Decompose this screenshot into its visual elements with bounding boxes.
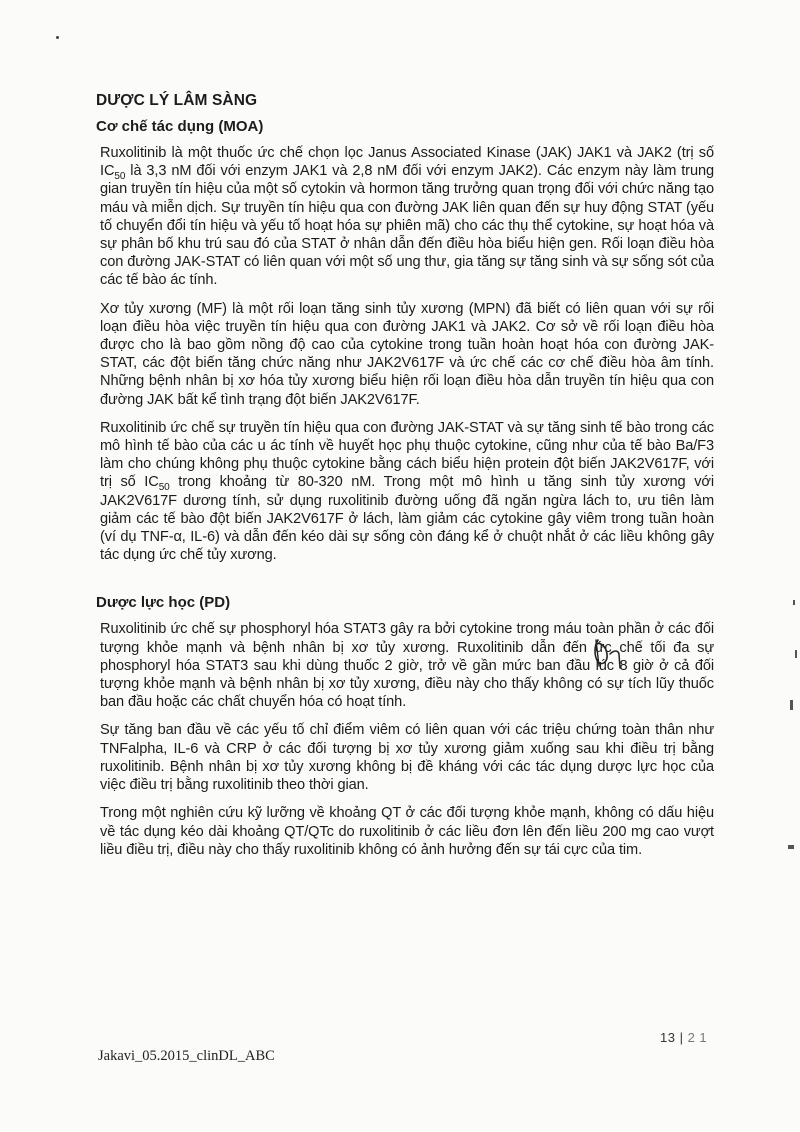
- page-number-total: 2 1: [687, 1030, 708, 1045]
- pd-paragraph-1: Ruxolitinib ức chế sự phosphoryl hóa STAT3 gây ra bởi cytokine trong máu toàn phần ở các đối tượng khỏe mạnh và bệnh nhân bị xơ tủy xương. Ruxolitinib dẫn đến ức chế tối đa sự phosphoryl hóa STAT3 sau khi dùng thuốc 2 giờ, trở về gần mức ban đầu lúc 8 giờ ở cả đối tượng khỏe mạnh và bệnh nhân bị xơ tủy xương, điều này cho thấy không có sự tích lũy thuốc ban đầu hoặc các chất chuyển hóa có hoạt tính.: [100, 621, 714, 711]
- moa-p1-text-a: Ruxolitinib là một thuốc ức chế chọn lọc Janus Associated Kinase (JAK) JAK1 và JAK2 (trị số IC: [100, 145, 714, 180]
- page-number: [660, 1030, 707, 1045]
- page-number-current: 13: [660, 1030, 676, 1045]
- pd-paragraph-3: Trong một nghiên cứu kỹ lưỡng về khoảng QT ở các đối tượng khỏe mạnh, không có dấu hiệu về tác dụng kéo dài khoảng QT/QTc do ruxolitinib ở các liều đơn lên đến liều 200 mg cao vượt liều điều trị, điều này cho thấy ruxolitinib không có ảnh hưởng đến sự tái cực của tim.: [100, 805, 714, 858]
- pd-heading: Dược lực học (PD): [96, 594, 231, 612]
- page-content: [96, 92, 714, 869]
- moa-heading: Cơ chế tác dụng (MOA): [96, 118, 264, 135]
- scan-edge-mark: [788, 845, 794, 849]
- document-code: Jakavi_05.2015_clinDL_ABC: [98, 1048, 275, 1064]
- scan-edge-mark: [795, 650, 797, 658]
- moa-p3-text-a: Ruxolitinib ức chế sự truyền tín hiệu qua con đường JAK-STAT và sự tăng sinh tế bào trong các mô hình tế bào của các u ác tính về huyết học phụ thuộc cytokine, cũng như của tế bào Ba/F3 làm cho chúng không phụ thuộc cytokine bằng cách biểu hiện protein đột biến JAK2V617F, với trị số IC: [100, 419, 714, 491]
- handwritten-initials: [588, 636, 628, 670]
- ic50-subscript: 50: [158, 482, 170, 494]
- scan-edge-mark: [790, 700, 793, 710]
- moa-p3-text-b: trong khoảng từ 80-320 nM. Trong một mô hình u tăng sinh tủy xương với JAK2V617F dương tính, sử dụng ruxolitinib đường uống đã ngăn ngừa lách to, ưu tiên làm giảm các tế bào đột biến JAK2V617F ở lách, làm giảm các cytokine gây viêm trong tuần hoàn (ví dụ TNF-α, IL-6) và dẫn đến kéo dài sự sống còn đáng kể ở chuột nhắt ở các liều không gây tác dụng ức chế tủy xương.: [100, 474, 714, 564]
- pd-paragraph-2: Sự tăng ban đầu về các yếu tố chỉ điểm viêm có liên quan với các triệu chứng toàn thân như TNFalpha, IL-6 và CRP ở các đối tượng bị xơ tủy xương giảm xuống sau khi điều trị bằng ruxolitinib. Bệnh nhân bị xơ tủy xương không bị đề kháng với các tác dụng dược lực học của việc điều trị bằng ruxolitinib theo thời gian.: [100, 722, 714, 794]
- scan-edge-mark: [793, 600, 795, 605]
- page-title: DƯỢC LÝ LÂM SÀNG: [96, 92, 258, 109]
- moa-p1-text-b: là 3,3 nM đối với enzym JAK1 và 2,8 nM đối với enzym JAK2). Các enzym này làm trung gian truyền tín hiệu của một số cytokin và hormon tăng trưởng quan trọng đối với chức năng tạo máu và miễn dịch. Sự truyền tín hiệu qua con đường JAK liên quan đến sự huy động STAT (yếu tố chuyển đổi tín hiệu và yếu tố hoạt hóa sự phiên mã) cho các thụ thể cytokine, sự hoạt hóa và sự phân bố khu trú sau đó của STAT ở nhân dẫn đến điều hòa biểu hiện gen. Rối loạn điều hòa con đường JAK-STAT có liên quan với một số ung thư, gia tăng sự tăng sinh và sự sống sót của các tế bào ác tính.: [100, 163, 714, 289]
- moa-paragraph-3: [100, 419, 714, 565]
- scan-speck: [56, 36, 59, 39]
- ic50-subscript: 50: [114, 171, 126, 183]
- page-number-separator: |: [675, 1030, 688, 1045]
- moa-paragraph-1: [100, 144, 714, 290]
- moa-paragraph-2: Xơ tủy xương (MF) là một rối loạn tăng sinh tủy xương (MPN) đã biết có liên quan với sự rối loạn điều hòa việc truyền tín hiệu qua con đường JAK1 và JAK2. Cơ sở về rối loạn điều hòa được cho là bao gồm nồng độ cao của cytokine trong tuần hoàn hoạt hóa con đường JAK-STAT, các đột biến tăng chức năng như JAK2V617F và ức chế các cơ chế điều hòa âm tính. Những bệnh nhân bị xơ hóa tủy xương biểu hiện rối loạn điều hòa dẫn truyền tín hiệu qua con đường JAK bất kể tình trạng đột biến JAK2V617F.: [100, 300, 714, 408]
